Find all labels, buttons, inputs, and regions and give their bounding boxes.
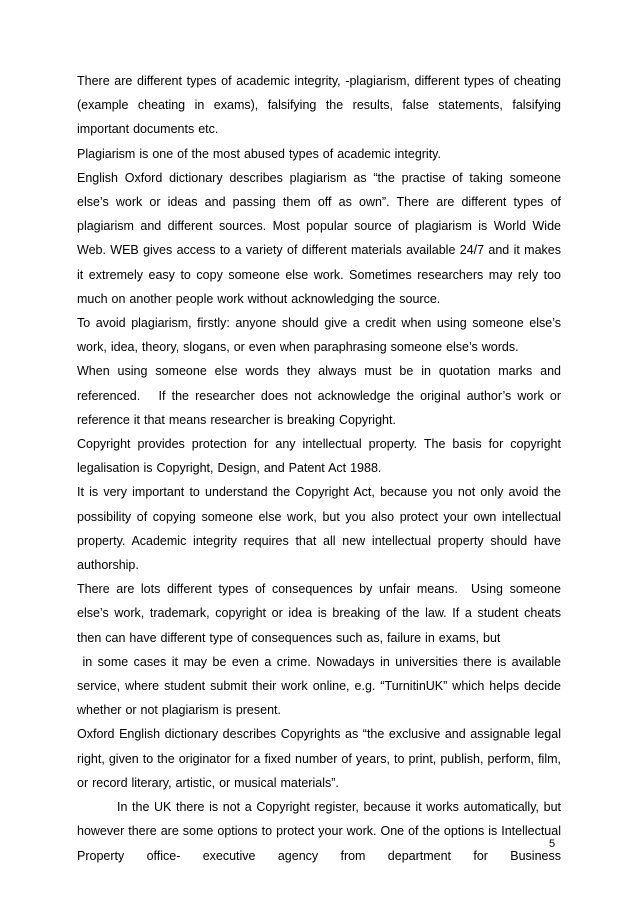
paragraph-academic-integrity-types: There are different types of academic integrity, -plagiarism, different types of cheating (example cheating in exams), falsifying the results, false statements, falsifying important documents etc. xyxy=(77,74,561,137)
paragraph-consequences: There are lots different types of consequences by unfair means. Using someone else’s work, trademark, copyright or idea is breaking of the law. If a student cheats then can have different type of consequences such as, failure in exams, but xyxy=(77,582,565,645)
paragraph-oxford-plagiarism-definition: English Oxford dictionary describes plagiarism as “the practise of taking someone else’s work or ideas and passing them off as own”. There are different types of plagiarism and different sources. Most popular source of plagiarism is World Wide Web. WEB gives access to a variety of different materials available 24/7 and it makes it extremely easy to copy someone else work. Sometimes researchers may rely too much on another people work without acknowledging the source. xyxy=(77,170,561,306)
paragraph-oxford-copyright-definition: Oxford English dictionary describes Copyrights as “the exclusive and assignable legal right, given to the originator for a fixed number of years, to print, publish, perform, film, or record literary, artistic, or musical materials”. xyxy=(77,727,561,790)
paragraph-copyright-protection: Copyright provides protection for any intellectual property. The basis for copyright legalisation is Copyright, Design, and Patent Act 1988. xyxy=(77,437,561,476)
paragraph-plagiarism-abused: Plagiarism is one of the most abused types of academic integrity. xyxy=(77,146,441,161)
paragraph-quotation-marks: When using someone else words they always must be in quotation marks and referenced. If the researcher does not acknowledge the original author’s work or reference it that means researcher is breaking Copyright. xyxy=(77,364,565,427)
page-number: 5 xyxy=(549,838,556,850)
paragraph-uk-copyright-register: In the UK there is not a Copyright register, because it works automatically, but however there are some options to protect your work. One of the options is Intellectual Property office- executive agency from department for Business xyxy=(77,800,561,863)
paragraph-turnitin: in some cases it may be even a crime. Nowadays in universities there is available service, where student submit their work online, e.g. “TurnitinUK” which helps decide whether or not plagiarism is present. xyxy=(77,654,565,718)
paragraph-copyright-act: It is very important to understand the Copyright Act, because you not only avoid the possibility of copying someone else work, but you also protect your own intellectual property. Academic integrity requires that all new intellectual property should have authorship. xyxy=(77,485,561,573)
paragraph-avoid-plagiarism: To avoid plagiarism, firstly: anyone should give a credit when using someone else’s work, idea, theory, slogans, or even when paraphrasing someone else’s words. xyxy=(77,316,561,355)
document-body xyxy=(77,69,565,868)
